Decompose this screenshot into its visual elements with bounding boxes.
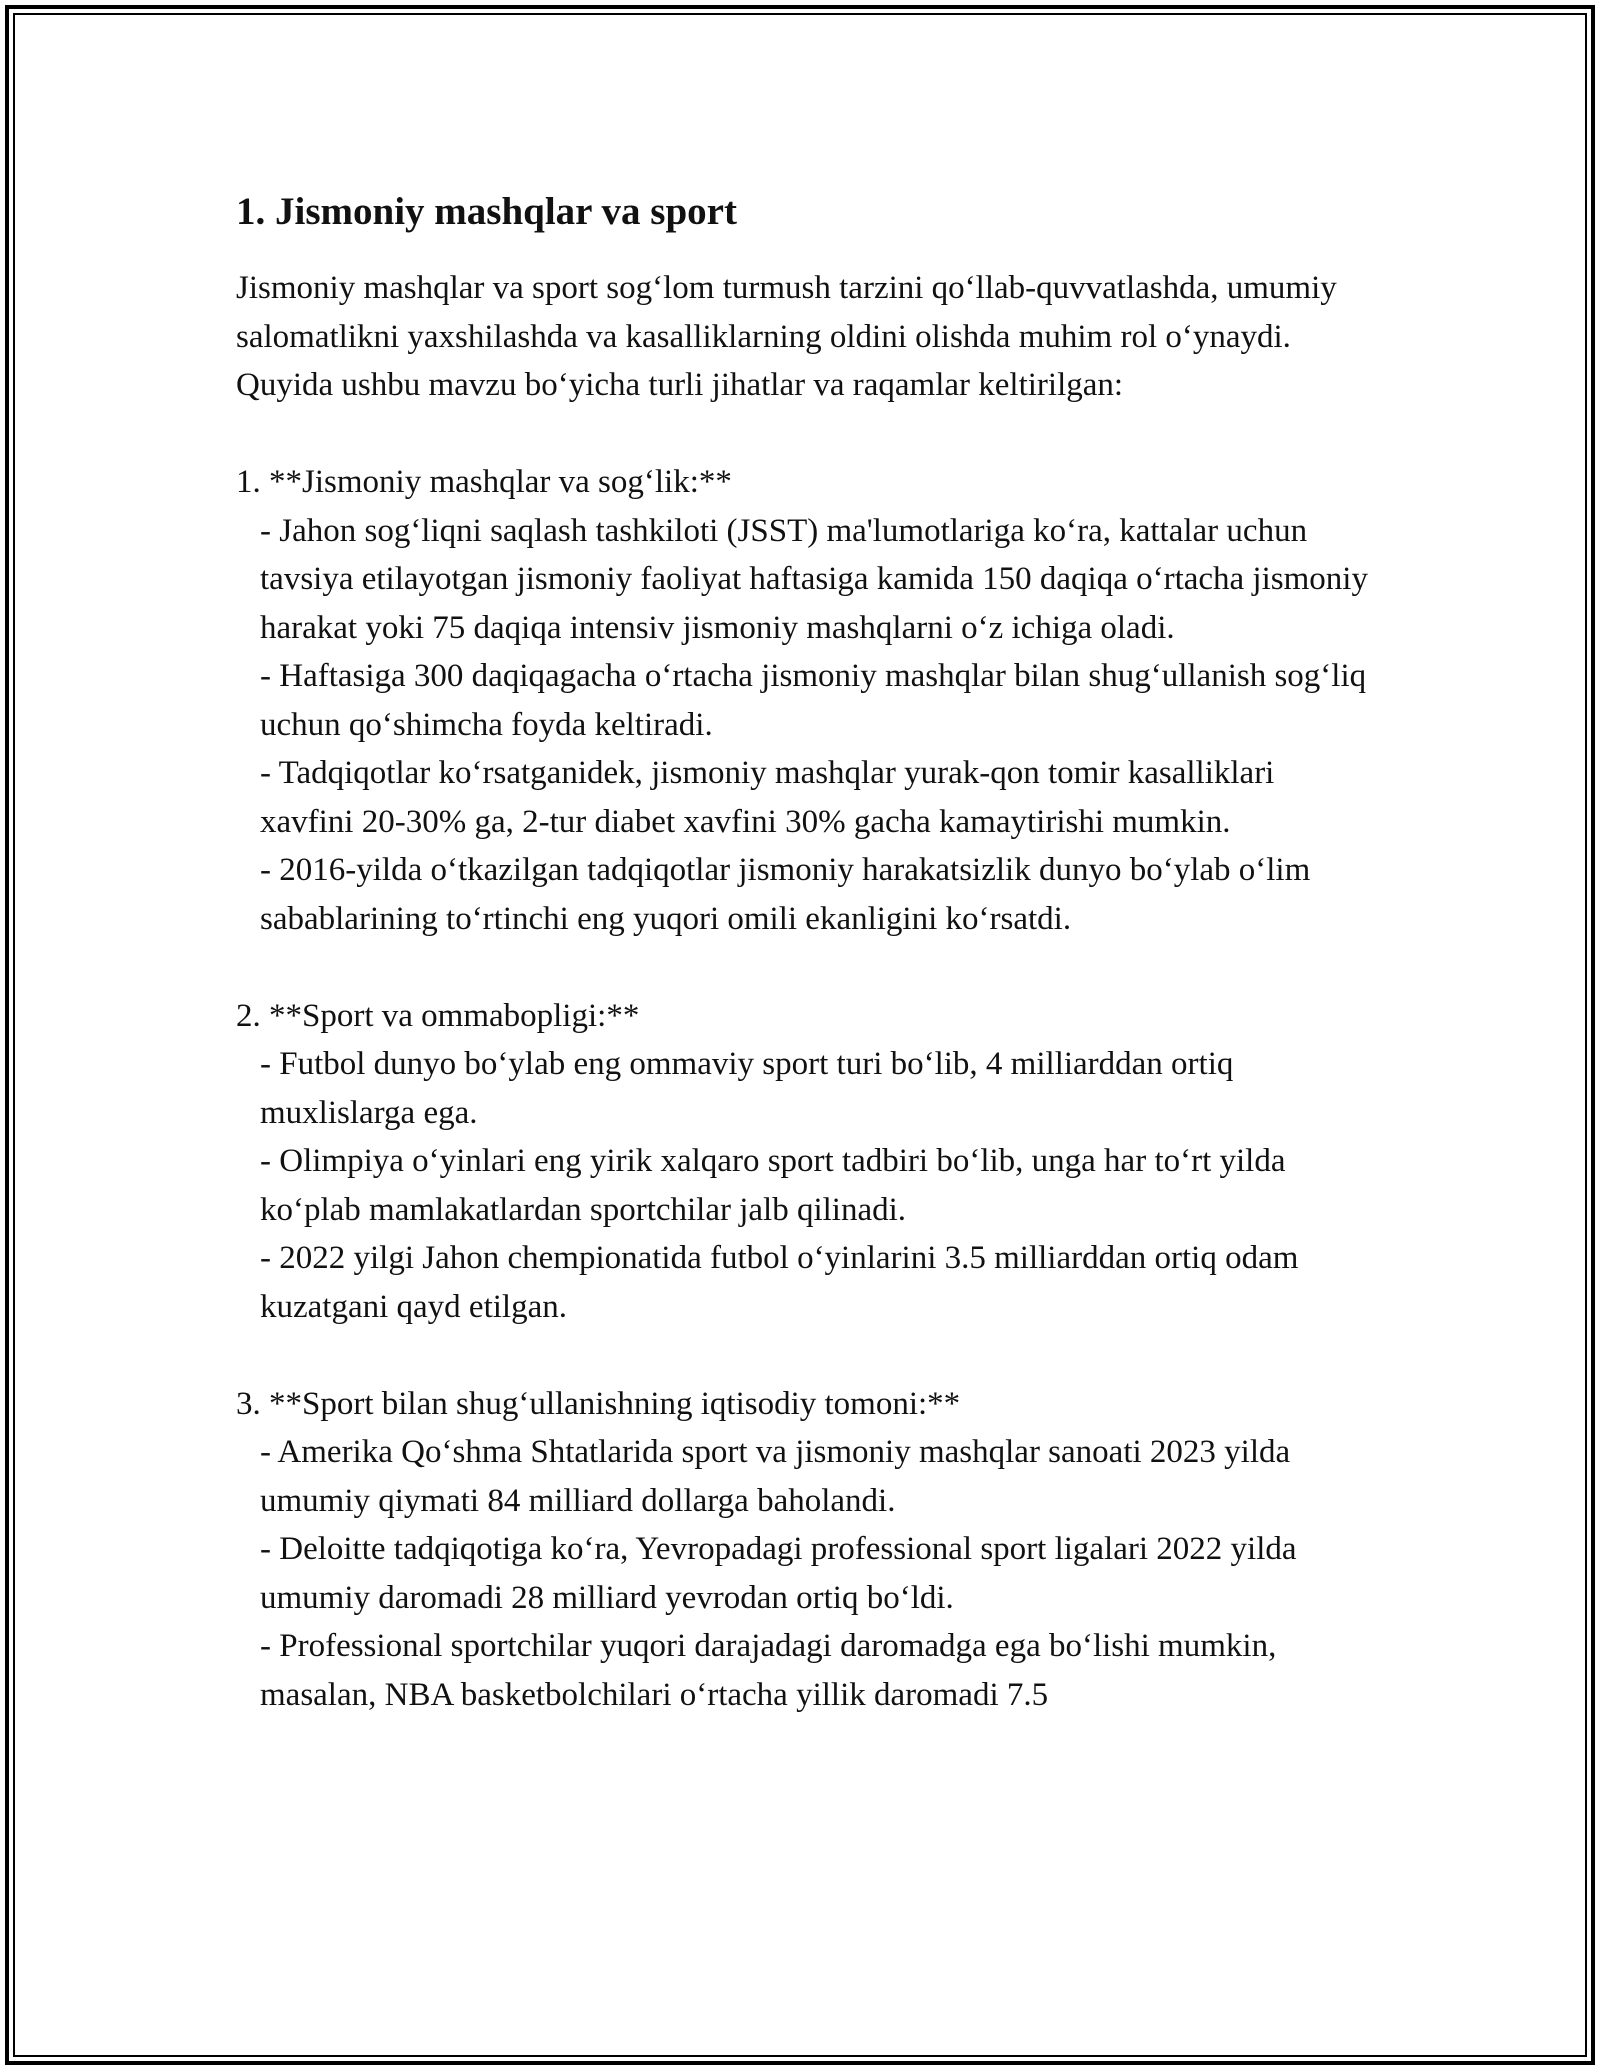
list-item: - Tadqiqotlar ko‘rsatganidek, jismoniy mashqlar yurak-qon tomir kasalliklari xavfini 20-30% ga, 2-tur diabet xavfini 30% gacha kamaytirishi mumkin. xyxy=(260,755,1275,840)
list-item: - 2016-yilda o‘tkazilgan tadqiqotlar jismoniy harakatsizlik dunyo bo‘ylab o‘lim sabablarining to‘rtinchi eng yuqori omili ekanligini ko‘rsatdi. xyxy=(260,852,1311,937)
spacer xyxy=(236,1331,1376,1380)
list-heading-popularity: 2. **Sport va ommabopligi:** xyxy=(236,997,640,1034)
document-body xyxy=(236,186,1376,1719)
spacer xyxy=(236,943,1376,992)
list-item: - Futbol dunyo bo‘ylab eng ommaviy sport turi bo‘lib, 4 milliarddan ortiq muxlislarga ega. xyxy=(260,1046,1234,1131)
list-item: - Amerika Qo‘shma Shtatlarida sport va jismoniy mashqlar sanoati 2023 yilda umumiy qiymati 84 milliard dollarga baholandi. xyxy=(260,1434,1291,1519)
intro-paragraph: Jismoniy mashqlar va sport sog‘lom turmush tarzini qo‘llab-quvvatlashda, umumiy salomatlikni yaxshilashda va kasalliklarning oldini olishda muhim rol o‘ynaydi. Quyida ushbu mavzu bo‘yicha turli jihatlar va raqamlar keltirilgan: xyxy=(236,270,1337,403)
spacer xyxy=(236,410,1376,459)
list-heading-health: 1. **Jismoniy mashqlar va sog‘lik:** xyxy=(236,464,732,500)
section-heading: 1. Jismoniy mashqlar va sport xyxy=(236,190,737,233)
list-item: - Olimpiya o‘yinlari eng yirik xalqaro sport tadbiri bo‘lib, unga har to‘rt yilda ko‘plab mamlakatlardan sportchilar jalb qilinadi. xyxy=(260,1143,1286,1228)
list-item: - Professional sportchilar yuqori darajadagi daromadga ega bo‘lishi mumkin, masalan, NBA basketbolchilari o‘rtacha yillik daromadi 7.5 xyxy=(260,1628,1277,1713)
list-item: - 2022 yilgi Jahon chempionatida futbol o‘yinlarini 3.5 milliarddan ortiq odam kuzatgani qayd etilgan. xyxy=(260,1240,1299,1325)
list-item: - Deloitte tadqiqotiga ko‘ra, Yevropadagi professional sport ligalari 2022 yilda umumiy daromadi 28 milliard yevrodan ortiq bo‘ldi. xyxy=(260,1531,1297,1616)
list-item: - Haftasiga 300 daqiqagacha o‘rtacha jismoniy mashqlar bilan shug‘ullanish sog‘liq uchun qo‘shimcha foyda keltiradi. xyxy=(260,658,1367,743)
list-heading-economy: 3. **Sport bilan shug‘ullanishning iqtisodiy tomoni:** xyxy=(236,1385,961,1422)
list-item: - Jahon sog‘liqni saqlash tashkiloti (JSST) ma'lumotlariga ko‘ra, kattalar uchun tavsiya etilayotgan jismoniy faoliyat haftasiga kamida 150 daqiqa o‘rtacha jismoniy harakat yoki 75 daqiqa intensiv jismoniy mashqlarni o‘z ichiga oladi. xyxy=(260,512,1368,646)
